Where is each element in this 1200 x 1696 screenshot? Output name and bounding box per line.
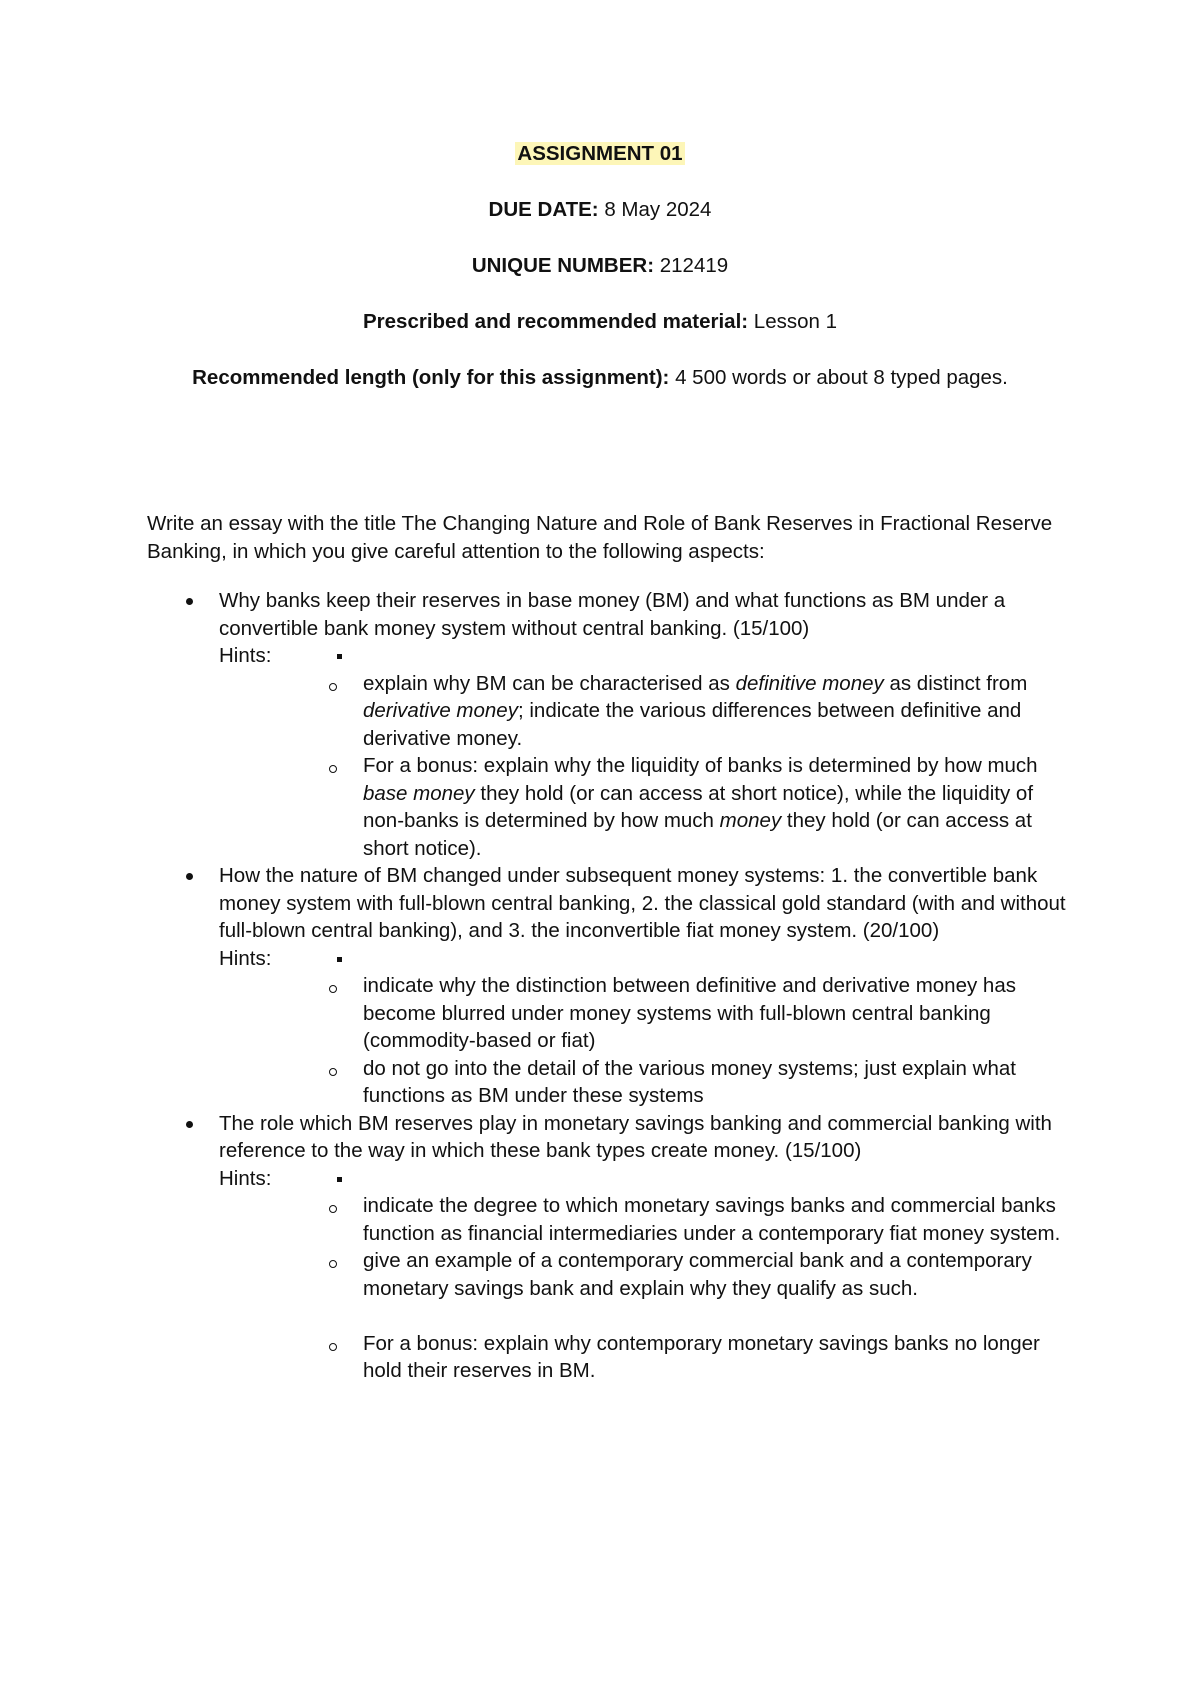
unique-number-value: 212419 — [659, 254, 729, 277]
hint-text: For a bonus: explain why contemporary monetary savings banks no longer hold their reserves in BM. — [363, 1331, 1040, 1382]
hints-label: Hints: — [219, 644, 272, 667]
assignment-body — [147, 510, 1077, 1385]
aspect-item-2 — [147, 862, 1077, 945]
square-bullet-icon — [337, 654, 342, 659]
hint-group-1 — [147, 670, 1077, 863]
hint-list-1 — [219, 670, 1077, 863]
hint-text: they hold (or can access at short notice). — [363, 809, 1032, 860]
hint-3-3 — [219, 1330, 1077, 1385]
due-date-label: DUE DATE: — [488, 198, 599, 221]
unique-number-line — [0, 252, 1200, 280]
hint-text: explain why BM can be characterised as — [363, 671, 736, 695]
aspect-1-text: Why banks keep their reserves in base money (BM) and what functions as BM under a convertible bank money system without central banking. (15/100) — [219, 589, 1006, 640]
hints-label: Hints: — [219, 1166, 272, 1190]
hint-text: do not go into the detail of the various money systems; just explain what functions as BM under these systems — [363, 1056, 1016, 1107]
hint-2-1 — [219, 972, 1077, 1055]
hint-2-2 — [219, 1055, 1077, 1110]
hint-list-3 — [219, 1192, 1077, 1385]
essay-intro: Write an essay with the title The Changing Nature and Role of Bank Reserves in Fractional Reserve Banking, in which you give careful attention to the following aspects: — [147, 512, 1053, 563]
hint-text: they hold (or can access at short notice), while the liquidity of non-banks is determined by how much — [363, 781, 1034, 832]
unique-number-label: UNIQUE NUMBER: — [471, 254, 655, 277]
circle-bullet-icon — [329, 765, 337, 773]
circle-bullet-icon — [329, 1068, 337, 1076]
hint-1-2 — [219, 752, 1077, 862]
length-label: Recommended length (only for this assignment): — [192, 366, 670, 389]
aspect-item-1 — [147, 587, 1077, 642]
hint-emphasis: definitive money — [735, 671, 884, 695]
circle-bullet-icon — [329, 985, 337, 993]
circle-bullet-icon — [329, 1343, 337, 1351]
length-value: 4 500 words or about 8 typed pages. — [675, 366, 1008, 389]
length-line — [0, 364, 1200, 392]
material-value: Lesson 1 — [753, 310, 837, 333]
hint-1-1 — [219, 670, 1077, 753]
material-line — [0, 308, 1200, 336]
hint-text: ; indicate the various differences between definitive and derivative money. — [363, 699, 1022, 750]
hint-list-2 — [219, 972, 1077, 1110]
aspect-2-text: How the nature of BM changed under subsequent money systems: 1. the convertible bank money system with full-blown central banking, 2. the classical gold standard (with and without full-blown central banking), and 3. the inconvertible fiat money system. (20/100) — [219, 864, 1066, 942]
circle-bullet-icon — [329, 683, 337, 691]
document-header — [0, 140, 1200, 392]
circle-bullet-icon — [329, 1205, 337, 1213]
square-bullet-icon — [337, 957, 342, 962]
hints-heading-2 — [147, 945, 1077, 973]
hint-3-1 — [219, 1192, 1077, 1247]
hint-text: For a bonus: explain why the liquidity of banks is determined by how much — [363, 754, 1038, 777]
aspect-3-text: The role which BM reserves play in monetary savings banking and commercial banking with reference to the way in which these bank types create money. (15/100) — [219, 1111, 1052, 1162]
hints-label: Hints: — [219, 946, 272, 970]
hint-emphasis: money — [719, 809, 782, 832]
due-date-line — [0, 196, 1200, 224]
aspect-list — [147, 587, 1077, 1385]
hint-text: as distinct from — [883, 671, 1028, 695]
circle-bullet-icon — [329, 1260, 337, 1268]
assignment-title-text: ASSIGNMENT 01 — [517, 142, 683, 165]
hint-3-2 — [219, 1247, 1077, 1302]
square-bullet-icon — [337, 1177, 342, 1182]
hint-group-2 — [147, 972, 1077, 1110]
hint-text: indicate why the distinction between definitive and derivative money has become blurred under money systems with full-blown central banking (commodity-based or fiat) — [363, 974, 1016, 1052]
bullet-icon — [186, 598, 193, 605]
due-date-value: 8 May 2024 — [604, 198, 712, 221]
bullet-icon — [186, 1121, 193, 1128]
hint-group-3 — [147, 1192, 1077, 1385]
hint-emphasis: base money — [363, 781, 475, 805]
assignment-title — [0, 140, 1200, 168]
hints-heading-1 — [147, 642, 1077, 670]
aspect-item-3 — [147, 1110, 1077, 1165]
hint-text: give an example of a contemporary commercial bank and a contemporary monetary savings bank and explain why they qualify as such. — [363, 1249, 1032, 1300]
hints-heading-3 — [147, 1165, 1077, 1193]
hint-text: indicate the degree to which monetary savings banks and commercial banks function as financial intermediaries under a contemporary fiat money system. — [363, 1194, 1061, 1245]
material-label: Prescribed and recommended material: — [363, 310, 749, 333]
bullet-icon — [186, 873, 193, 880]
hint-emphasis: derivative money — [363, 699, 518, 722]
